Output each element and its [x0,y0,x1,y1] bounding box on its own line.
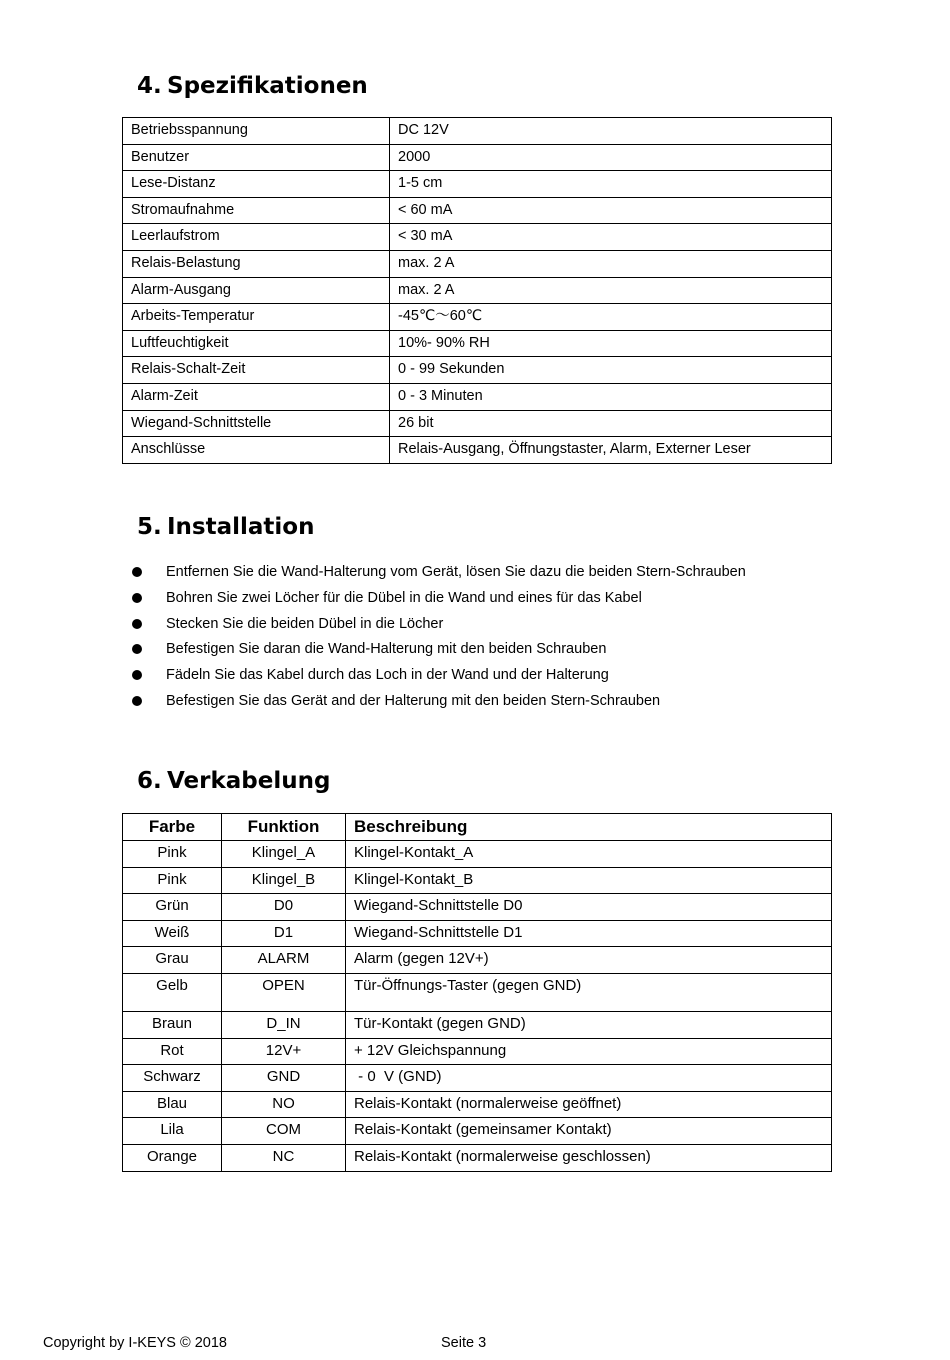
footer-page-number: Seite 3 [441,1335,487,1351]
spec-row [123,118,832,145]
wiring-table [122,813,832,1172]
wiring-row [123,973,832,1011]
bullet-icon [132,593,142,603]
wiring-function: NC [222,1144,346,1171]
wiring-function: COM [222,1118,346,1145]
wiring-color: Orange [123,1144,222,1171]
wiring-description: Wiegand-Schnittstelle D1 [346,920,832,947]
wiring-color: Lila [123,1118,222,1145]
section-number: 4. [137,73,162,99]
spec-label: Alarm-Ausgang [123,277,390,304]
spec-label: Stromaufnahme [123,197,390,224]
wiring-function: D0 [222,894,346,921]
spec-row [123,250,832,277]
wiring-description: Klingel-Kontakt_A [346,841,832,868]
bullet-icon [132,619,142,629]
spec-value: DC 12V [390,118,832,145]
spec-row [123,330,832,357]
wiring-description: - 0 V (GND) [346,1065,832,1092]
spec-label: Benutzer [123,144,390,171]
section-heading-verkabelung [137,767,330,795]
spec-value: max. 2 A [390,250,832,277]
section-heading-installation [137,513,314,541]
wiring-function: Klingel_B [222,867,346,894]
wiring-function: OPEN [222,973,346,1011]
spec-value: -45℃～60℃ [390,304,832,331]
bullet-icon [132,644,142,654]
section-title: Installation [167,514,315,540]
section-heading-spezifikationen [137,72,368,100]
install-step [130,637,746,663]
wiring-color: Pink [123,867,222,894]
install-steps-list [130,560,746,715]
spec-label: Leerlaufstrom [123,224,390,251]
spec-row [123,383,832,410]
wiring-description: Relais-Kontakt (normalerweise geöffnet) [346,1091,832,1118]
wiring-header-beschreibung: Beschreibung [346,814,832,841]
wiring-row [123,841,832,868]
spec-row [123,224,832,251]
spec-table [122,117,832,464]
bullet-icon [132,567,142,577]
install-step [130,663,746,689]
spec-label: Relais-Belastung [123,250,390,277]
wiring-header-row [123,814,832,841]
spec-label: Anschlüsse [123,437,390,464]
install-step [130,560,746,586]
wiring-row [123,1118,832,1145]
footer-copyright: Copyright by I-KEYS © 2018 [43,1335,227,1351]
wiring-row [123,920,832,947]
spec-value: 1-5 cm [390,171,832,198]
wiring-color: Schwarz [123,1065,222,1092]
spec-row [123,304,832,331]
install-step [130,689,746,715]
wiring-row [123,1011,832,1038]
wiring-row [123,1144,832,1171]
spec-value: 2000 [390,144,832,171]
wiring-row [123,894,832,921]
wiring-color: Blau [123,1091,222,1118]
spec-row [123,144,832,171]
spec-value: < 60 mA [390,197,832,224]
spec-row [123,437,832,464]
spec-label: Lese-Distanz [123,171,390,198]
wiring-color: Weiß [123,920,222,947]
wiring-color: Grau [123,947,222,974]
spec-value: max. 2 A [390,277,832,304]
section-number: 5. [137,514,162,540]
spec-value: 0 - 99 Sekunden [390,357,832,384]
wiring-color: Rot [123,1038,222,1065]
install-step-text: Entfernen Sie die Wand-Halterung vom Gerät, lösen Sie dazu die beiden Stern-Schrauben [166,564,746,580]
wiring-row [123,947,832,974]
spec-label: Alarm-Zeit [123,383,390,410]
wiring-function: NO [222,1091,346,1118]
spec-row [123,277,832,304]
spec-value: 10%- 90% RH [390,330,832,357]
section-title: Spezifikationen [167,73,368,99]
spec-value: < 30 mA [390,224,832,251]
wiring-row [123,1038,832,1065]
wiring-function: GND [222,1065,346,1092]
wiring-color: Grün [123,894,222,921]
install-step-text: Stecken Sie die beiden Dübel in die Löcher [166,615,444,632]
wiring-row [123,867,832,894]
spec-label: Wiegand-Schnittstelle [123,410,390,437]
spec-label: Betriebsspannung [123,118,390,145]
wiring-header-funktion: Funktion [222,814,346,841]
wiring-description: Relais-Kontakt (normalerweise geschlossen) [346,1144,832,1171]
wiring-function: D_IN [222,1011,346,1038]
install-step [130,586,746,612]
wiring-description: Relais-Kontakt (gemeinsamer Kontakt) [346,1118,832,1145]
wiring-description: + 12V Gleichspannung [346,1038,832,1065]
wiring-function: D1 [222,920,346,947]
wiring-description: Tür-Kontakt (gegen GND) [346,1011,832,1038]
spec-label: Luftfeuchtigkeit [123,330,390,357]
install-step-text: Fädeln Sie das Kabel durch das Loch in der Wand und der Halterung [166,667,609,684]
spec-row [123,410,832,437]
install-step-text: Bohren Sie zwei Löcher für die Dübel in die Wand und eines für das Kabel [166,589,642,606]
wiring-color: Gelb [123,973,222,1011]
wiring-description: Wiegand-Schnittstelle D0 [346,894,832,921]
spec-table-body [123,118,832,464]
wiring-description: Tür-Öffnungs-Taster (gegen GND) [346,973,832,1011]
section-title: Verkabelung [167,768,331,794]
bullet-icon [132,696,142,706]
wiring-function: 12V+ [222,1038,346,1065]
wiring-description: Klingel-Kontakt_B [346,867,832,894]
wiring-function: Klingel_A [222,841,346,868]
wiring-color: Pink [123,841,222,868]
wiring-function: ALARM [222,947,346,974]
section-number: 6. [137,768,162,794]
spec-row [123,197,832,224]
spec-label: Arbeits-Temperatur [123,304,390,331]
wiring-description: Alarm (gegen 12V+) [346,947,832,974]
bullet-icon [132,670,142,680]
spec-value: 26 bit [390,410,832,437]
spec-value: 0 - 3 Minuten [390,383,832,410]
wiring-table-body [123,841,832,1172]
wiring-row [123,1091,832,1118]
install-step-text: Befestigen Sie das Gerät and der Halterung mit den beiden Stern-Schrauben [166,692,661,709]
spec-value: Relais-Ausgang, Öffnungstaster, Alarm, Externer Leser [390,437,832,464]
install-step [130,612,746,638]
wiring-color: Braun [123,1011,222,1038]
wiring-row [123,1065,832,1092]
spec-label: Relais-Schalt-Zeit [123,357,390,384]
spec-row [123,357,832,384]
wiring-header-farbe: Farbe [123,814,222,841]
spec-row [123,171,832,198]
install-step-text: Befestigen Sie daran die Wand-Halterung mit den beiden Schrauben [166,641,607,658]
